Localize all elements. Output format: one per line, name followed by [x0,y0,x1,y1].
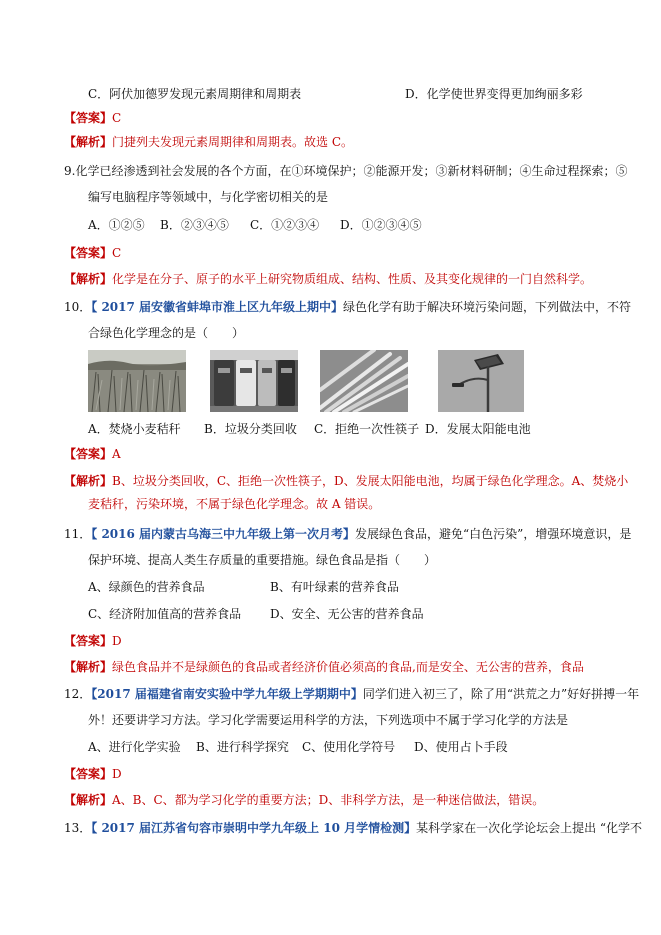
q9-option-d: D．①②③④⑤ [340,218,422,232]
chopsticks-photo [320,350,408,412]
q10-stem-line2: 合绿色化学理念的是（ ） [88,326,245,340]
q9-option-b: B．②③④⑤ [160,218,229,232]
q11-stem-line1 [64,526,631,542]
q9-analysis-line [64,271,592,287]
answer-value: C [112,111,122,125]
analysis-tag: 【解析】 [64,135,113,149]
q12-option-d: D、使用占卜手段 [414,740,508,754]
q12-analysis-line [64,792,544,808]
question-number: 10． [64,300,92,314]
q8-analysis-line [64,134,353,150]
question-source: 【 2016 届内蒙古乌海三中九年级上第一次月考】 [91,527,356,541]
answer-tag: 【答案】 [64,447,113,461]
answer-tag: 【答案】 [64,767,113,781]
question-stem: 同学们进入初三了，除了用“洪荒之力”好好拼搏一年 [362,687,640,701]
q11-option-a: A、绿颜色的营养食品 [88,580,205,594]
q10-stem-line1 [64,299,631,315]
analysis-tag: 【解析】 [64,272,113,286]
analysis-text: A、B、C、都为学习化学的重要方法；D、非科学方法，是一种迷信做法，错误。 [112,793,545,807]
question-stem: 绿色化学有助于解决环境污染问题，下列做法中，不符 [343,300,632,314]
q8-answer-line [64,110,121,126]
question-source: 【2017 届福建省南安实验中学九年级上学期期中】 [91,687,363,701]
q9-stem-line1: 9.化学已经渗透到社会发展的各个方面，在①环境保护；②能源开发；③新材料研制；④生命过程探索；⑤ [64,164,628,178]
q12-answer-line [64,766,122,782]
answer-value: D [112,767,122,781]
question-number: 13． [64,821,92,835]
q10-analysis-line1 [64,473,628,489]
q11-option-d: D、安全、无公害的营养食品 [270,607,424,621]
q11-stem-line2: 保护环境、提高人类生存质量的重要措施。绿色食品是指（ ） [88,553,437,567]
question-stem: 发展绿色食品，避免“白色污染”，增强环境意识，是 [355,527,632,541]
q10-option-b: B．垃圾分类回收 [204,422,297,436]
question-number: 11． [64,527,92,541]
q8-option-d: D．化学使世界变得更加绚丽多彩 [405,87,583,101]
analysis-text: 绿色食品并不是绿颜色的食品或者经济价值必须高的食品,而是安全、无公害的营养，食品 [112,660,584,674]
q13-stem-line1 [64,820,642,836]
q10-answer-line [64,446,121,462]
q11-analysis-line [64,659,584,675]
answer-value: D [112,634,122,648]
q10-analysis-line2: 麦秸秆，污染环境，不属于绿色化学理念。故 A 错误。 [88,497,381,511]
analysis-tag: 【解析】 [64,793,113,807]
question-source: 【 2017 届安徽省蚌埠市淮上区九年级上期中】 [91,300,344,314]
answer-tag: 【答案】 [64,246,113,260]
q9-option-a: A．①②⑤ [88,218,145,232]
q10-option-c: C．拒绝一次性筷子 [314,422,420,436]
q12-option-a: A、进行化学实验 [88,740,181,754]
answer-value: A [112,447,121,461]
analysis-tag: 【解析】 [64,474,113,488]
burning-straw-photo [88,350,186,412]
q9-stem-line2: 编写电脑程序等领域中，与化学密切相关的是 [88,190,329,204]
answer-tag: 【答案】 [64,634,113,648]
solar-street-light-photo [438,350,524,412]
q11-answer-line [64,633,122,649]
analysis-text: 化学是在分子、原子的水平上研究物质组成、结构、性质、及其变化规律的一门自然科学。 [112,272,593,286]
analysis-tag: 【解析】 [64,660,113,674]
q9-option-c: C．①②③④ [250,218,320,232]
analysis-text: 门捷列夫发现元素周期律和周期表。故选 C。 [112,135,354,149]
q9-answer-line [64,245,121,261]
answer-value: C [112,246,122,260]
question-stem: 某科学家在一次化学论坛会上提出 “化学不 [416,821,643,835]
q10-option-d: D．发展太阳能电池 [425,422,531,436]
q10-option-a: A．焚烧小麦秸秆 [88,422,181,436]
q12-stem-line1 [64,686,639,702]
q11-option-b: B、有叶绿素的营养食品 [270,580,399,594]
question-source: 【 2017 届江苏省句容市崇明中学九年级上 10 月学情检测】 [91,821,417,835]
q12-stem-line2: 外！还要讲学习方法。学习化学需要运用科学的方法，下列选项中不属于学习化学的方法是 [88,713,569,727]
q8-option-c: C．阿伏加德罗发现元素周期律和周期表 [88,87,302,101]
question-number: 12． [64,687,92,701]
recycling-bins-photo [210,350,298,412]
answer-tag: 【答案】 [64,111,113,125]
q12-option-b: B、进行科学探究 [196,740,289,754]
q12-option-c: C、使用化学符号 [302,740,396,754]
q11-option-c: C、经济附加值高的营养食品 [88,607,242,621]
analysis-text: B、垃圾分类回收，C、拒绝一次性筷子，D、发展太阳能电池，均属于绿色化学理念。A、焚烧小 [112,474,629,488]
